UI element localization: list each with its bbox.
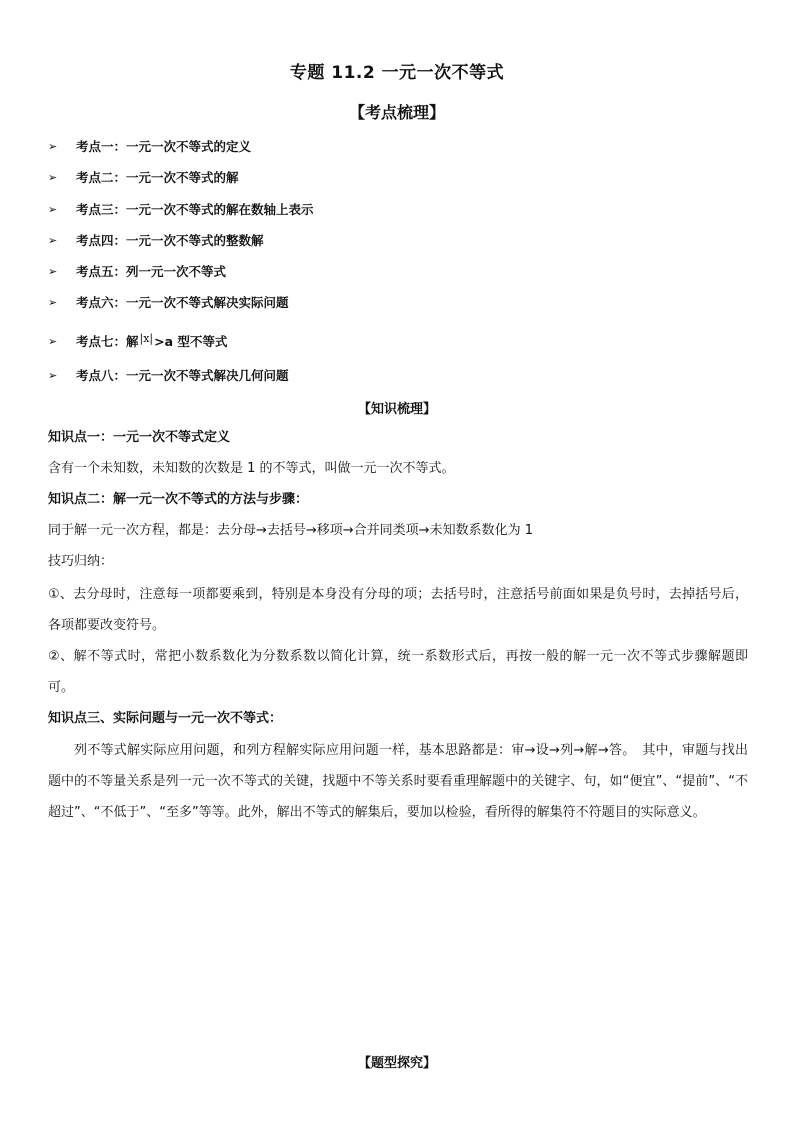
list-item (48, 261, 226, 281)
knowledge-heading-1: 知识点一：一元一次不等式定义 (48, 430, 231, 445)
tip-paragraph-1: ①、去分母时，注意每一项都要乘到，特别是本身没有分母的项；去括号时，注意括号前面如果是负号时，去掉括号后，各项都要改变符号。 (48, 587, 748, 633)
knowledge-text-1: 含有一个未知数，未知数的次数是 1 的不等式，叫做一元一次不等式。 (48, 461, 455, 476)
kaodian-label-pre: 考点七：解 (76, 334, 139, 349)
arrow-bullet-icon: ➢ (48, 170, 58, 184)
list-item (48, 230, 264, 250)
kaodian-label: 考点八：一元一次不等式解决几何问题 (76, 368, 289, 383)
knowledge-text-2: 同于解一元一次方程，都是：去分母→去括号→移项→合并同类项→未知数系数化为 1 (48, 523, 533, 538)
arrow-bullet-icon: ➢ (48, 334, 58, 348)
section-heading-kaodian: 【考点梳理】 (348, 103, 445, 122)
knowledge-heading-3: 知识点三、实际问题与一元一次不等式： (48, 711, 283, 726)
kaodian-label (76, 332, 227, 350)
section-heading-zhishi: 【知识梳理】 (357, 402, 436, 417)
section-heading-tixing: 【题型探究】 (357, 1056, 436, 1071)
list-item (48, 292, 289, 312)
kaodian-label: 考点二：一元一次不等式的解 (76, 170, 239, 185)
tips-heading: 技巧归纳： (48, 554, 114, 569)
kaodian-label: 考点五：列一元一次不等式 (76, 264, 227, 279)
page-title: 专题 11.2 一元一次不等式 (289, 63, 505, 83)
arrow-bullet-icon: ➢ (48, 295, 58, 309)
arrow-bullet-icon: ➢ (48, 264, 58, 278)
kaodian-label: 考点四：一元一次不等式的整数解 (76, 233, 264, 248)
kaodian-label: 考点三：一元一次不等式的解在数轴上表示 (76, 202, 314, 217)
arrow-bullet-icon: ➢ (48, 368, 58, 382)
kaodian-label-post: >a 型不等式 (154, 334, 228, 349)
arrow-bullet-icon: ➢ (48, 233, 58, 247)
knowledge-heading-2: 知识点二：解一元一次不等式的方法与步骤： (48, 492, 309, 507)
list-item (48, 331, 227, 351)
list-item (48, 167, 239, 187)
knowledge-text-3: 列不等式解实际应用问题，和列方程解实际应用问题一样，基本思路都是：审→设→列→解→答。 其中，审题与找出题中的不等量关系是列一元一次不等式的关键，找题中不等关系时要看重理解题中的关键字、句，如“便宜”、“提前”、“不超过”、“不低于”、“至多”等等。此外，解出不等式的解集后，要加以检验，看所得的解集符不符题目的实际意义。 (48, 743, 748, 820)
list-item (48, 136, 251, 156)
abs-x-formula: |x| (139, 332, 154, 345)
arrow-bullet-icon: ➢ (48, 202, 58, 216)
list-item (48, 365, 289, 385)
kaodian-label: 考点六：一元一次不等式解决实际问题 (76, 295, 289, 310)
tip-paragraph-2: ②、解不等式时，常把小数系数化为分数系数以简化计算，统一系数形式后，再按一般的解一元一次不等式步骤解题即可。 (48, 649, 748, 695)
arrow-bullet-icon: ➢ (48, 139, 58, 153)
kaodian-label: 考点一：一元一次不等式的定义 (76, 139, 252, 154)
list-item (48, 199, 314, 219)
